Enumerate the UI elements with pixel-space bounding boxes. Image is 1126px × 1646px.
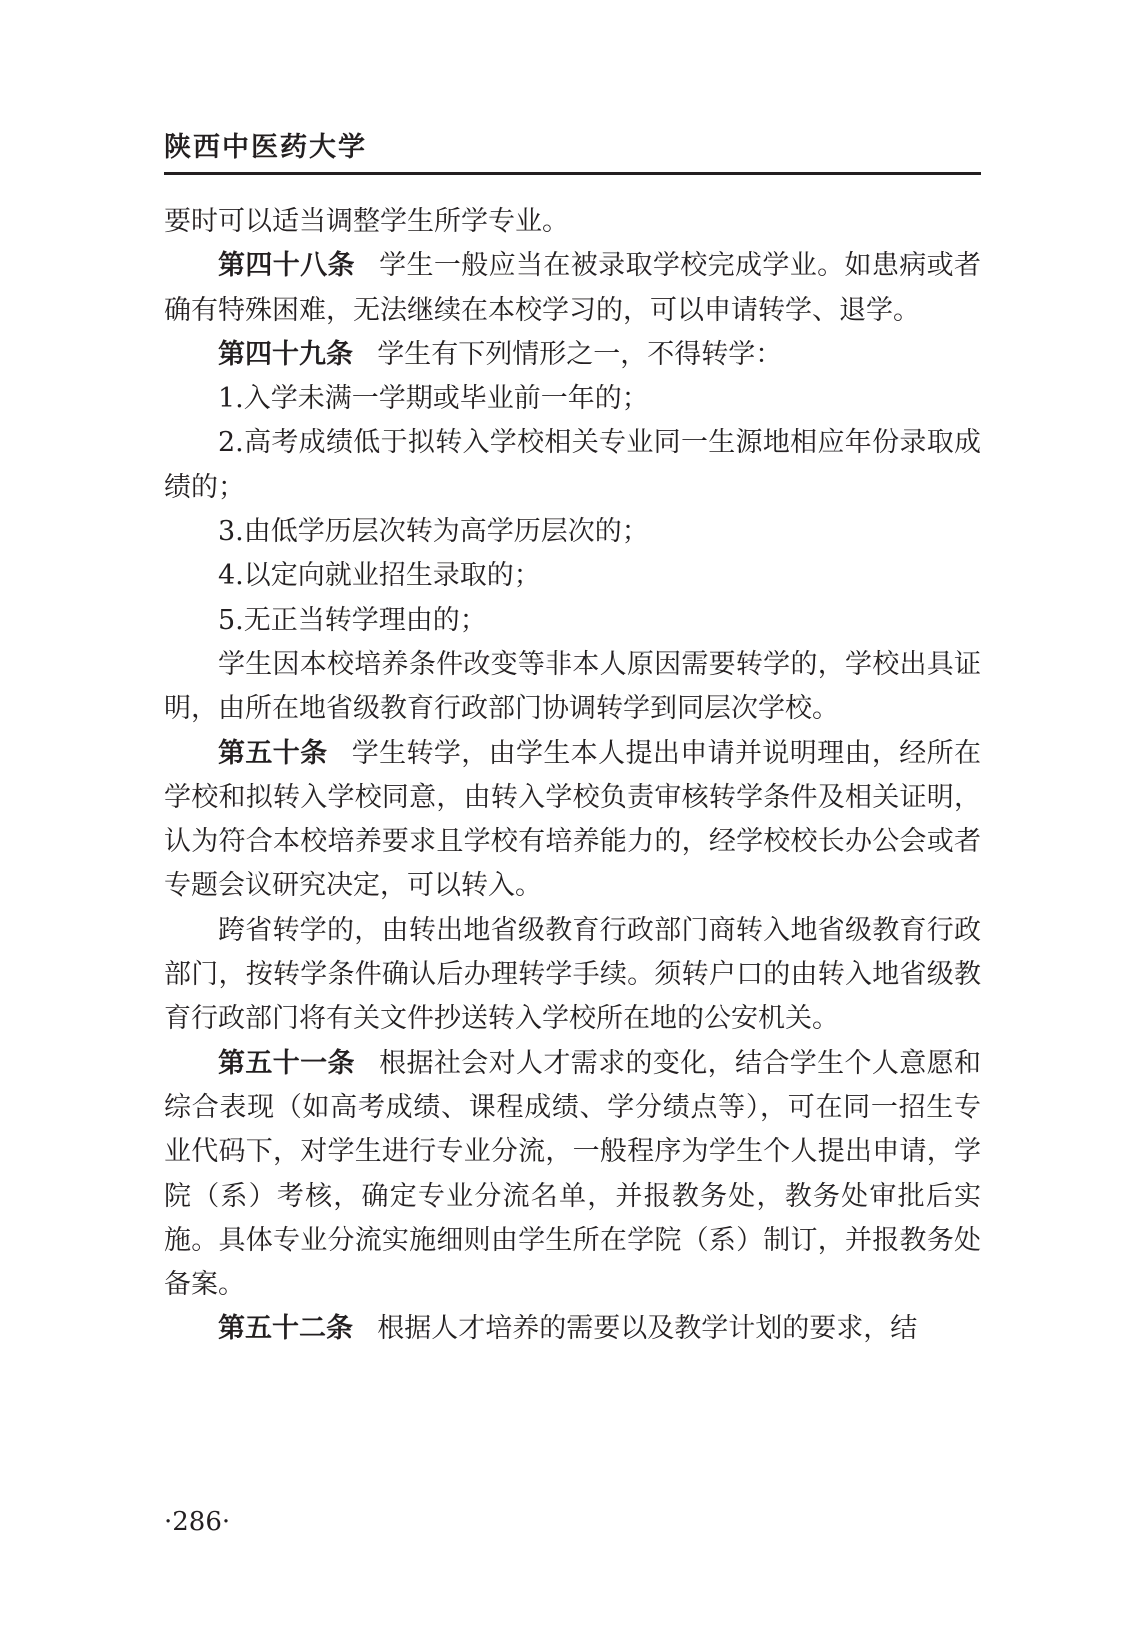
article-52 [164, 1307, 981, 1351]
paragraph-text: 2.高考成绩低于拟转入学校相关专业同一生源地相应年份录取成绩的； [164, 427, 981, 503]
article-number: 第五十一条 [218, 1047, 355, 1079]
body-text [164, 200, 981, 1352]
list-item [164, 599, 981, 643]
article-48 [164, 244, 981, 333]
article-number: 第五十条 [218, 737, 328, 769]
paragraph-text: 根据人才培养的需要以及教学计划的要求，结 [377, 1313, 918, 1345]
paragraph-text: 学生有下列情形之一，不得转学： [377, 338, 783, 370]
paragraph-text: 学生一般应当在被录取学校完成学业。如患病或者确有特殊困难，无法继续在本校学习的，可以申请转学、退学。 [164, 250, 982, 326]
paragraph-text: 学生转学，由学生本人提出申请并说明理由，经所在学校和拟转入学校同意，由转入学校负责审核转学条件及相关证明，认为符合本校培养要求且学校有培养能力的，经学校校长办公会或者专题会议研究决定，可以转入。 [164, 737, 982, 902]
article-50 [164, 732, 981, 909]
running-header-title: 陕西中医药大学 [164, 132, 367, 163]
list-item [164, 554, 981, 598]
paragraph-text: 学生因本校培养条件改变等非本人原因需要转学的，学校出具证明，由所在地省级教育行政部门协调转学到同层次学校。 [164, 648, 981, 725]
paragraph [164, 909, 981, 1042]
paragraph-text: 3.由低学历层次转为高学历层次的； [218, 516, 649, 548]
list-item [164, 421, 981, 510]
list-item [164, 377, 981, 421]
paragraph-text: 根据社会对人才需求的变化，结合学生个人意愿和综合表现（如高考成绩、课程成绩、学分绩点等），可在同一招生专业代码下，对学生进行专业分流，一般程序为学生个人提出申请，学院（系）考核，确定专业分流名单，并报教务处，教务处审批后实施。具体专业分流实施细则由学生所在学院（系）制订，并报教务处备案。 [164, 1047, 982, 1301]
article-number: 第五十二条 [218, 1313, 353, 1345]
paragraph-text: 要时可以适当调整学生所学专业。 [164, 206, 569, 237]
paragraph-text: 跨省转学的，由转出地省级教育行政部门商转入地省级教育行政部门，按转学条件确认后办理转学手续。须转户口的由转入地省级教育行政部门将有关文件抄送转入学校所在地的公安机关。 [164, 914, 981, 1035]
article-number: 第四十八条 [218, 250, 355, 282]
paragraph-text: 4.以定向就业招生录取的； [218, 560, 541, 592]
list-item [164, 510, 981, 554]
article-51 [164, 1042, 981, 1308]
article-number: 第四十九条 [218, 338, 353, 370]
header-divider [164, 172, 981, 175]
paragraph [164, 643, 981, 732]
article-49 [164, 333, 981, 377]
paragraph-text: 5.无正当转学理由的； [218, 604, 487, 636]
page-number: ·286· [164, 1507, 231, 1537]
paragraph [164, 200, 981, 244]
paragraph-text: 1.入学未满一学期或毕业前一年的； [218, 383, 649, 415]
